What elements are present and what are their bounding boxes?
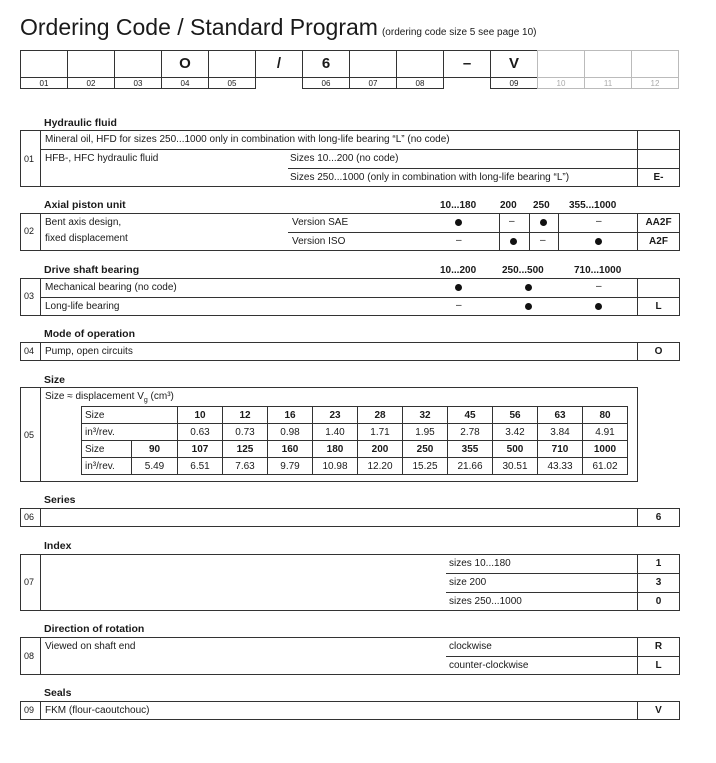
axial-desc-line2: fixed displacement [45, 233, 128, 244]
code-cell-l: L [637, 297, 680, 316]
divider [288, 232, 638, 233]
code-cell-a2f: A2F [637, 232, 680, 251]
axial-version-sae: Version SAE [292, 217, 349, 228]
code-cell-aa2f: AA2F [637, 213, 680, 233]
direction-desc: Viewed on shaft end [45, 641, 136, 652]
code-box-dash: – [443, 50, 491, 78]
bearing-header-250-500: 250...500 [502, 265, 544, 276]
code-num-05: 05 [208, 78, 256, 89]
inrev-cell: 15.25 [403, 458, 448, 475]
size-row-label: Size [82, 441, 132, 458]
code-box-07 [349, 50, 397, 78]
size-cell: 16 [268, 407, 313, 424]
code-cell-1: 1 [637, 554, 680, 574]
availability-dot [595, 238, 602, 245]
hydraulic-sub-large: Sizes 250...1000 (only in combination with long-life bearing “L”) [290, 172, 570, 183]
hydraulic-row-mineral: Mineral oil, HFD for sizes 250...1000 only in combination with long-life bearing “L” (no code) [45, 134, 450, 145]
divider [40, 701, 41, 720]
row-num-02: 02 [24, 226, 35, 236]
size-cell: 90 [132, 441, 178, 458]
index-row-200: size 200 [449, 577, 487, 588]
code-cell-r: R [637, 637, 680, 657]
hydraulic-row-hfb: HFB-, HFC hydraulic fluid [45, 153, 159, 164]
inrev-row-label: in³/rev. [82, 458, 132, 475]
inrev-cell: 0.63 [178, 424, 223, 441]
bearing-header-710-1000: 710...1000 [574, 265, 622, 276]
title-main: Ordering Code / Standard Program [20, 14, 378, 40]
section-title-axial-piston: Axial piston unit [44, 199, 126, 211]
divider [446, 656, 638, 657]
section-07-box [20, 554, 638, 611]
inrev-cell: 61.02 [583, 458, 628, 475]
row-num-08: 08 [24, 651, 35, 661]
row-num-07: 07 [24, 577, 35, 587]
size-cell: 12 [223, 407, 268, 424]
inrev-cell: 3.42 [493, 424, 538, 441]
size-cell: 107 [178, 441, 223, 458]
title-note: (ordering code size 5 see page 10) [381, 27, 537, 38]
section-title-mode: Mode of operation [44, 328, 135, 340]
table-row [82, 407, 628, 424]
code-num-11: 11 [584, 78, 632, 89]
inrev-cell: 4.91 [583, 424, 628, 441]
code-num-09: 09 [490, 78, 538, 89]
code-box-02 [67, 50, 115, 78]
code-box-06: 6 [302, 50, 350, 78]
availability-dot [455, 219, 462, 226]
section-title-size: Size [44, 374, 66, 386]
inrev-cell: 1.40 [313, 424, 358, 441]
code-cell-o: O [637, 342, 680, 361]
axial-version-iso: Version ISO [292, 236, 346, 247]
size-cell: 80 [583, 407, 628, 424]
size-cell: 23 [313, 407, 358, 424]
size-cell: 200 [358, 441, 403, 458]
bearing-row-long-life: Long-life bearing [45, 301, 120, 312]
divider [40, 130, 41, 187]
table-row [82, 441, 628, 458]
axial-header-10-180: 10...180 [440, 200, 477, 211]
row-num-06: 06 [24, 512, 35, 522]
seals-row-fkm: FKM (flour-caoutchouc) [45, 705, 150, 716]
inrev-cell: 0.98 [268, 424, 313, 441]
divider [40, 387, 41, 482]
availability-dot [455, 284, 462, 291]
size-caption-pre: Size ≈ displacement V [45, 391, 144, 402]
code-cell-6: 6 [637, 508, 680, 527]
divider [288, 168, 638, 169]
divider [446, 573, 638, 574]
divider [40, 149, 638, 150]
code-num-07: 07 [349, 78, 397, 89]
code-cell-e: E- [637, 168, 680, 187]
size-row-label: Size [82, 407, 178, 424]
availability-dot [525, 303, 532, 310]
size-cell: 63 [538, 407, 583, 424]
code-num-02: 02 [67, 78, 115, 89]
code-box-08 [396, 50, 444, 78]
size-cell: 180 [313, 441, 358, 458]
size-cell: 710 [538, 441, 583, 458]
code-num-01: 01 [20, 78, 68, 89]
inrev-cell: 30.51 [493, 458, 538, 475]
size-cell: 10 [178, 407, 223, 424]
inrev-cell: 2.78 [448, 424, 493, 441]
index-row-250-1000: sizes 250...1000 [449, 596, 522, 607]
availability-dash: – [540, 235, 546, 246]
index-row-10-180: sizes 10...180 [449, 558, 511, 569]
size-cell: 28 [358, 407, 403, 424]
code-num-06: 06 [302, 78, 350, 89]
axial-desc-line1: Bent axis design, [45, 217, 122, 228]
section-06-box [20, 508, 638, 527]
availability-dash: – [596, 216, 602, 227]
direction-row-counter: counter-clockwise [449, 660, 529, 671]
size-cell: 32 [403, 407, 448, 424]
axial-header-250: 250 [533, 200, 550, 211]
size-caption [45, 391, 174, 404]
inrev-cell: 1.95 [403, 424, 448, 441]
code-num-03: 03 [114, 78, 162, 89]
code-box-09: V [490, 50, 538, 78]
row-num-05: 05 [24, 430, 35, 440]
code-box-sep: / [255, 50, 303, 78]
divider [446, 592, 638, 593]
code-cell-empty [637, 149, 680, 169]
inrev-cell: 0.73 [223, 424, 268, 441]
table-row [82, 458, 628, 475]
availability-dash: – [509, 216, 515, 227]
size-cell: 125 [223, 441, 268, 458]
hydraulic-sub-small: Sizes 10...200 (no code) [290, 153, 399, 164]
page-title [20, 14, 537, 41]
code-box-11 [584, 50, 632, 78]
availability-dot [525, 284, 532, 291]
code-num-12: 12 [631, 78, 679, 89]
size-cell: 500 [493, 441, 538, 458]
inrev-cell: 12.20 [358, 458, 403, 475]
axial-header-355-1000: 355...1000 [569, 200, 617, 211]
size-cell: 355 [448, 441, 493, 458]
divider [40, 342, 41, 361]
availability-dot [510, 238, 517, 245]
inrev-cell: 5.49 [132, 458, 178, 475]
size-cell: 45 [448, 407, 493, 424]
code-cell-l: L [637, 656, 680, 675]
divider [40, 297, 638, 298]
size-cell: 160 [268, 441, 313, 458]
availability-dash: – [456, 235, 462, 246]
code-num-10: 10 [537, 78, 585, 89]
row-num-09: 09 [24, 705, 35, 715]
bearing-header-10-200: 10...200 [440, 265, 477, 276]
row-num-03: 03 [24, 291, 35, 301]
code-num-08: 08 [396, 78, 444, 89]
section-title-hydraulic-fluid: Hydraulic fluid [44, 117, 117, 129]
axial-header-200: 200 [500, 200, 517, 211]
divider [40, 213, 41, 251]
table-row [82, 424, 628, 441]
divider [529, 213, 530, 251]
inrev-cell: 7.63 [223, 458, 268, 475]
inrev-cell: 1.71 [358, 424, 403, 441]
section-title-direction: Direction of rotation [44, 623, 145, 635]
inrev-cell: 21.66 [448, 458, 493, 475]
divider [40, 554, 41, 611]
section-title-seals: Seals [44, 687, 72, 699]
code-box-10 [537, 50, 585, 78]
code-box-01 [20, 50, 68, 78]
size-caption-post: (cm³) [147, 391, 174, 402]
inrev-cell: 6.51 [178, 458, 223, 475]
divider [558, 213, 559, 251]
mode-row-pump: Pump, open circuits [45, 346, 133, 357]
direction-row-clockwise: clockwise [449, 641, 492, 652]
code-cell-3: 3 [637, 573, 680, 593]
code-cell-v: V [637, 701, 680, 720]
section-title-series: Series [44, 494, 76, 506]
size-table [81, 406, 628, 475]
code-box-05 [208, 50, 256, 78]
divider [40, 508, 41, 527]
bearing-row-mechanical: Mechanical bearing (no code) [45, 282, 177, 293]
inrev-cell: 9.79 [268, 458, 313, 475]
section-title-index: Index [44, 540, 72, 552]
code-cell-0: 0 [637, 592, 680, 611]
inrev-cell: 3.84 [538, 424, 583, 441]
size-cell: 56 [493, 407, 538, 424]
availability-dash: – [456, 300, 462, 311]
divider [40, 637, 41, 675]
code-cell-empty [637, 278, 680, 298]
code-box-04: O [161, 50, 209, 78]
section-title-drive-shaft: Drive shaft bearing [44, 264, 140, 276]
divider [499, 213, 500, 251]
availability-dot [540, 219, 547, 226]
inrev-row-label: in³/rev. [82, 424, 178, 441]
inrev-cell: 43.33 [538, 458, 583, 475]
size-caption-sub: g [143, 397, 148, 404]
inrev-cell: 10.98 [313, 458, 358, 475]
code-num-04: 04 [161, 78, 209, 89]
availability-dot [595, 303, 602, 310]
row-num-04: 04 [24, 346, 35, 356]
row-num-01: 01 [24, 154, 35, 164]
code-box-03 [114, 50, 162, 78]
code-box-12 [631, 50, 679, 78]
size-cell: 250 [403, 441, 448, 458]
availability-dash: – [596, 281, 602, 292]
size-cell: 1000 [583, 441, 628, 458]
code-cell-empty [637, 130, 680, 150]
